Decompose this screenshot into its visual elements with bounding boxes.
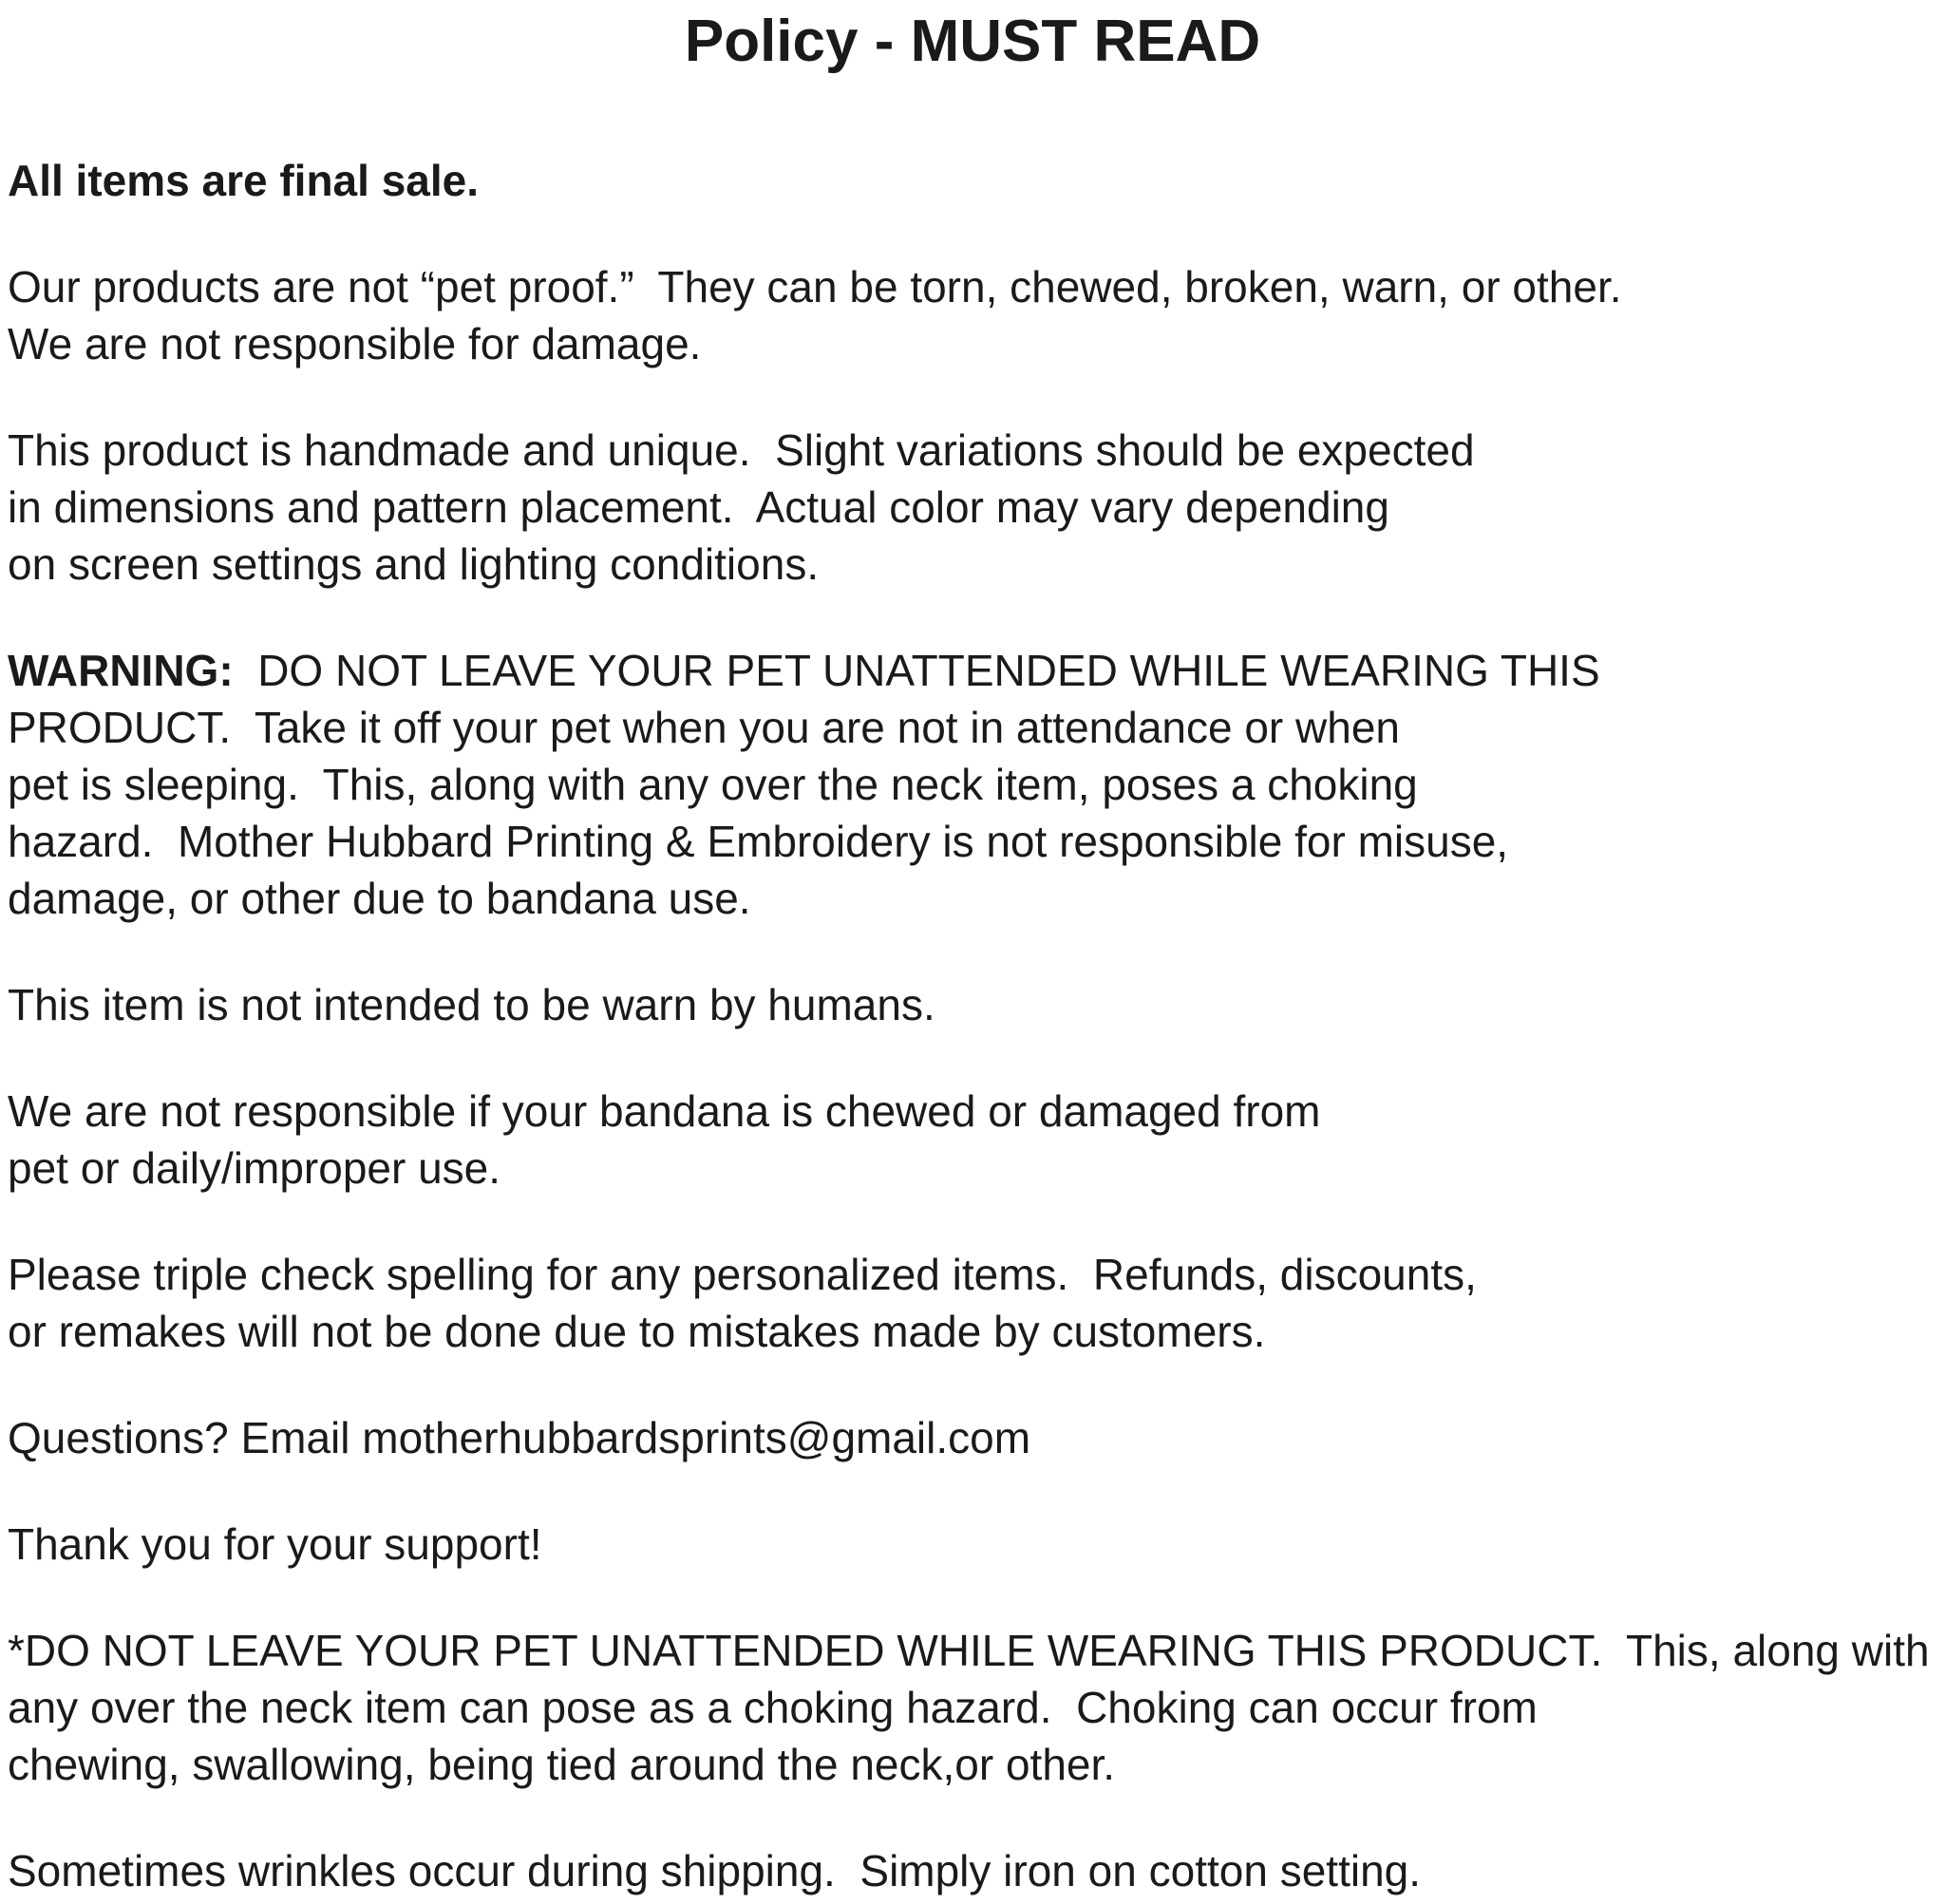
- thanks-line: Thank you for your support!: [8, 1519, 542, 1569]
- wrinkles-paragraph: [8, 1842, 1937, 1899]
- not-responsible-line-2: pet or daily/improper use.: [8, 1143, 501, 1193]
- unattended-note-line-2: any over the neck item can pose as a choking hazard. Choking can occur from: [8, 1683, 1538, 1732]
- unattended-note-line-1: *DO NOT LEAVE YOUR PET UNATTENDED WHILE WEARING THIS PRODUCT. This, along with: [8, 1626, 1930, 1675]
- not-for-humans-paragraph: [8, 976, 1937, 1033]
- pet-proof-paragraph: [8, 258, 1937, 372]
- final-sale-statement: [8, 152, 1937, 209]
- unattended-note-line-3: chewing, swallowing, being tied around the neck,or other.: [8, 1740, 1116, 1789]
- contact-email: motherhubbardsprints@gmail.com: [362, 1413, 1031, 1462]
- questions-paragraph: [8, 1409, 1937, 1466]
- warning-label: WARNING:: [8, 646, 234, 695]
- handmade-line-2: in dimensions and pattern placement. Actual color may vary depending: [8, 482, 1389, 532]
- thanks-paragraph: [8, 1516, 1937, 1573]
- warning-line-4: hazard. Mother Hubbard Printing & Embroidery is not responsible for misuse,: [8, 817, 1509, 866]
- not-responsible-paragraph: [8, 1083, 1937, 1197]
- pet-proof-line-1: Our products are not “pet proof.” They can be torn, chewed, broken, warn, or other.: [8, 262, 1622, 311]
- handmade-line-3: on screen settings and lighting conditions.: [8, 539, 820, 589]
- warning-line-3: pet is sleeping. This, along with any over the neck item, poses a choking: [8, 760, 1418, 809]
- unattended-note-paragraph: [8, 1622, 1937, 1793]
- page-title: Policy - MUST READ: [684, 9, 1261, 74]
- warning-line-1-text: DO NOT LEAVE YOUR PET UNATTENDED WHILE WEARING THIS: [233, 646, 1600, 695]
- warning-line-2: PRODUCT. Take it off your pet when you are not in attendance or when: [8, 703, 1401, 752]
- not-for-humans-line: This item is not intended to be warn by humans.: [8, 980, 935, 1029]
- not-responsible-line-1: We are not responsible if your bandana is chewed or damaged from: [8, 1086, 1321, 1136]
- handmade-line-1: This product is handmade and unique. Slight variations should be expected: [8, 425, 1475, 475]
- personalized-paragraph: [8, 1246, 1937, 1360]
- warning-paragraph: [8, 642, 1937, 927]
- questions-prefix: Questions? Email: [8, 1413, 363, 1462]
- personalized-line-2: or remakes will not be done due to mistakes made by customers.: [8, 1307, 1266, 1356]
- personalized-line-1: Please triple check spelling for any personalized items. Refunds, discounts,: [8, 1250, 1477, 1299]
- final-sale-line: All items are final sale.: [8, 156, 480, 205]
- questions-line: [8, 1409, 1937, 1466]
- pet-proof-line-2: We are not responsible for damage.: [8, 319, 702, 368]
- handmade-paragraph: [8, 422, 1937, 593]
- wrinkles-line: Sometimes wrinkles occur during shipping. Simply iron on cotton setting.: [8, 1846, 1422, 1895]
- warning-line-5: damage, or other due to bandana use.: [8, 874, 751, 923]
- warning-line-1: [8, 642, 1937, 699]
